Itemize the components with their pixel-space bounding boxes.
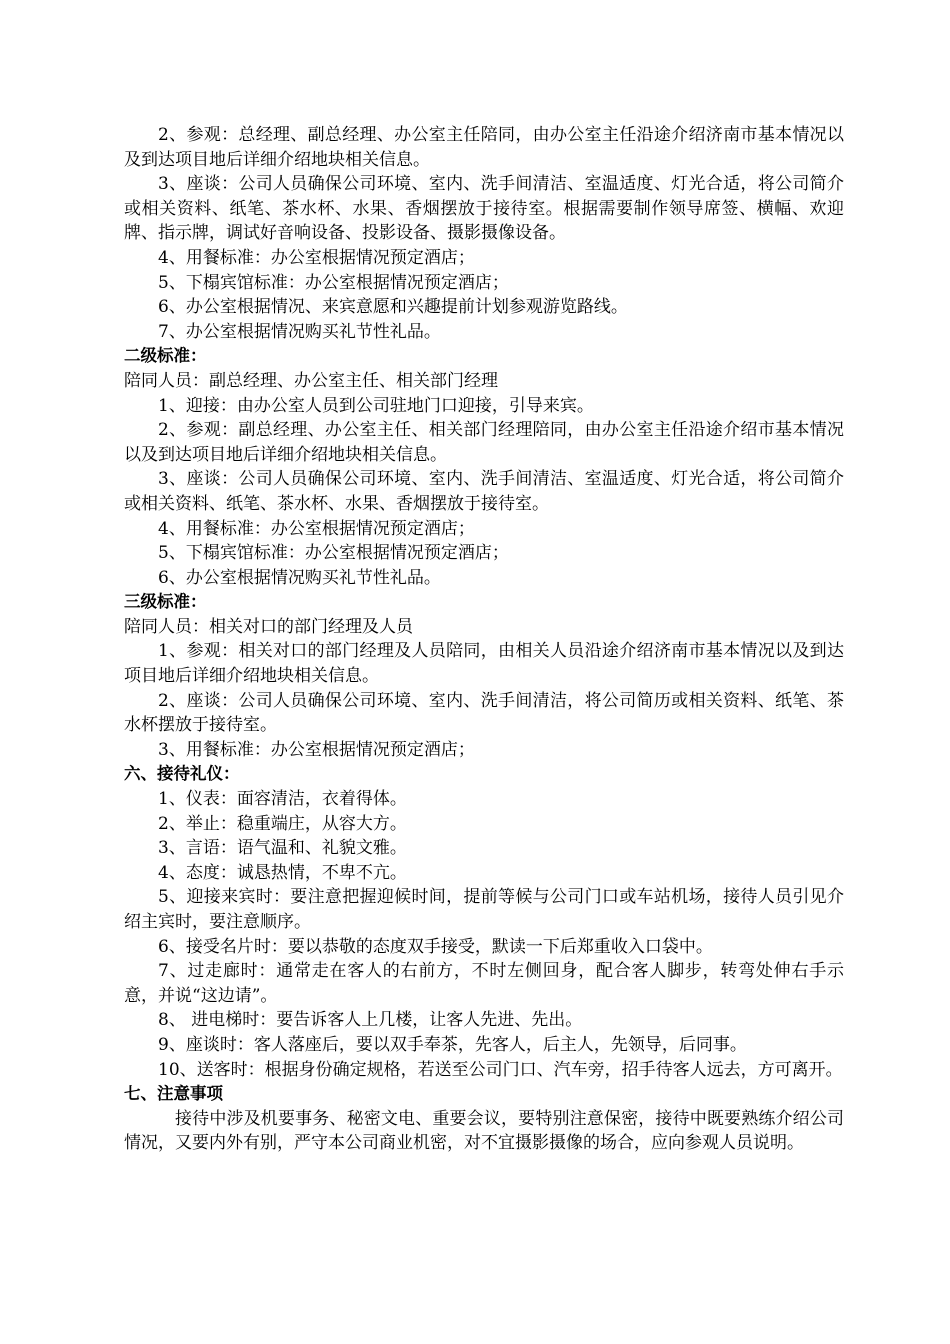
paragraph-welcome-level-2: 1、迎接：由办公室人员到公司驻地门口迎接，引导来宾。 (158, 395, 594, 416)
paragraph-elevator: 8、 进电梯时：要告诉客人上几楼，让客人先进、先出。 (158, 1010, 583, 1031)
paragraph-dining-level-2: 4、用餐标准：办公室根据情况预定酒店； (158, 518, 475, 539)
paragraph-dining: 4、用餐标准：办公室根据情况预定酒店； (158, 247, 475, 268)
heading-reception-etiquette: 六、接待礼仪： (124, 764, 240, 784)
paragraph-corridor: 7、过走廊时：通常走在客人的右前方，不时左侧回身，配合客人脚步，转弯处伸右手示意，并说“这边请”。 (124, 961, 844, 1006)
paragraph-seeing-off: 10、送客时：根据身份确定规格，若送至公司门口、汽车旁，招手待客人远去，方可离开。 (158, 1059, 843, 1080)
paragraph-escort-level-2: 陪同人员：副总经理、办公室主任、相关部门经理 (124, 370, 498, 391)
paragraph-speech: 3、言语：语气温和、礼貌文雅。 (158, 838, 407, 859)
heading-notes: 七、注意事项 (124, 1084, 223, 1104)
paragraph-visit: 2、参观：总经理、副总经理、办公室主任陪同，由办公室主任沿途介绍济南市基本情况以及到达项目地后详细介绍地块相关信息。 (124, 125, 844, 170)
paragraph-meeting-level-2: 3、座谈：公司人员确保公司环境、室内、洗手间清洁、室温适度、灯光合适，将公司简介或相关资料、纸笔、茶水杯、水果、香烟摆放于接待室。 (124, 469, 844, 514)
paragraph-manner: 2、举止：稳重端庄，从容大方。 (158, 813, 407, 834)
paragraph-visit-level-2: 2、参观：副总经理、办公室主任、相关部门经理陪同，由办公室主任沿途介绍市基本情况以及到达项目地后详细介绍地块相关信息。 (124, 420, 844, 465)
paragraph-visit-level-3: 1、参观：相关对口的部门经理及人员陪同，由相关人员沿途介绍济南市基本情况以及到达项目地后详细介绍地块相关信息。 (124, 641, 844, 687)
paragraph-gifts-level-2: 6、办公室根据情况购买礼节性礼品。 (158, 567, 441, 588)
heading-level-3-standard: 三级标准： (124, 592, 207, 612)
paragraph-hotel-level-2: 5、下榻宾馆标准：办公室根据情况预定酒店； (158, 543, 509, 564)
paragraph-confidentiality: 接待中涉及机要事务、秘密文电、重要会议，要特别注意保密，接待中既要熟练介绍公司情况，又要内外有别，严守本公司商业机密，对不宜摄影摄像的场合，应向参观人员说明。 (124, 1108, 844, 1154)
paragraph-business-cards: 6、接受名片时：要以恭敬的态度双手接受，默读一下后郑重收入口袋中。 (158, 936, 713, 957)
paragraph-escort-level-3: 陪同人员：相关对口的部门经理及人员 (124, 616, 413, 637)
document-page (124, 123, 844, 1156)
paragraph-attitude: 4、态度：诚恳热情，不卑不亢。 (158, 862, 407, 883)
paragraph-greeting-guests: 5、迎接来宾时：要注意把握迎候时间，提前等候与公司门口或车站机场，接待人员引见介绍主宾时，要注意顺序。 (124, 887, 844, 932)
paragraph-appearance: 1、仪表：面容清洁，衣着得体。 (158, 789, 407, 810)
paragraph-seated-meeting: 9、座谈时：客人落座后，要以双手奉茶，先客人，后主人，先领导，后同事。 (158, 1034, 747, 1055)
paragraph-dining-level-3: 3、用餐标准：办公室根据情况预定酒店； (158, 739, 475, 760)
paragraph-tour-route: 6、办公室根据情况、来宾意愿和兴趣提前计划参观游览路线。 (158, 297, 628, 318)
paragraph-meeting-level-3: 2、座谈：公司人员确保公司环境、室内、洗手间清洁，将公司简历或相关资料、纸笔、茶水杯摆放于接待室。 (124, 690, 844, 736)
paragraph-meeting: 3、座谈：公司人员确保公司环境、室内、洗手间清洁、室温适度、灯光合适，将公司简介或相关资料、纸笔、茶水杯、水果、香烟摆放于接待室。根据需要制作领导席签、横幅、欢迎牌、指示牌，调试好音响设备、投影设备、摄影摄像设备。 (124, 174, 844, 244)
heading-level-2-standard: 二级标准： (124, 346, 207, 366)
paragraph-hotel: 5、下榻宾馆标准：办公室根据情况预定酒店； (158, 272, 509, 293)
paragraph-gifts: 7、办公室根据情况购买礼节性礼品。 (158, 321, 441, 342)
